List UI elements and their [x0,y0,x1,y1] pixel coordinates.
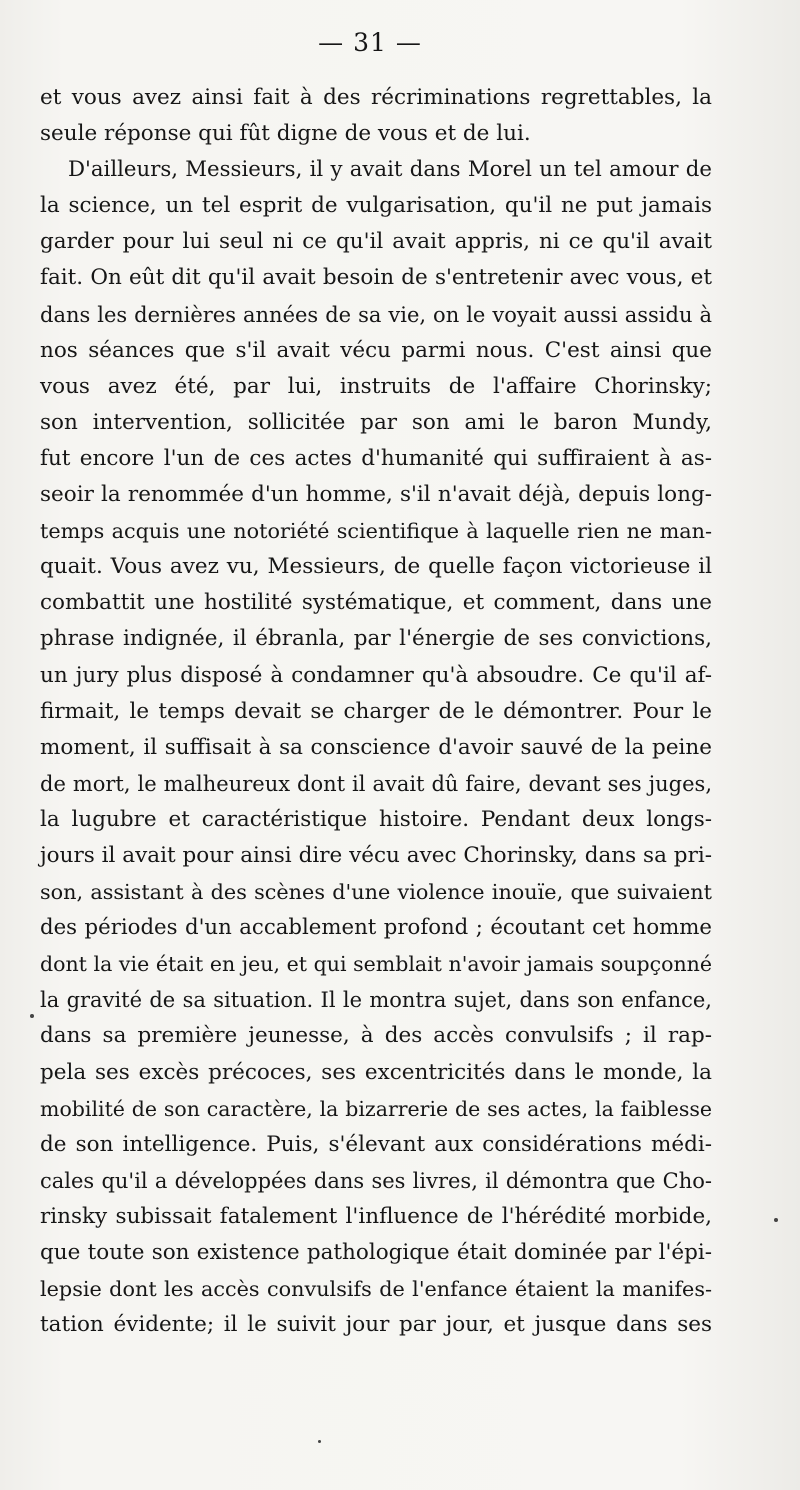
text-line: et vous avez ainsi fait à des récriminations regrettables, la [40,85,712,110]
text-line: son, assistant à des scènes d'une violence inouïe, que suivaient [40,880,712,905]
text-line: D'ailleurs, Messieurs, il y avait dans Morel un tel amour de [68,157,712,183]
text-line: firmait, le temps devait se charger de le démontrer. Pour le [40,698,712,724]
text-line: temps acquis une notoriété scientifique à laquelle rien ne man- [40,519,712,544]
text-line: que toute son existence pathologique était dominée par l'épi- [40,1240,712,1265]
text-line: lepsie dont les accès convulsifs de l'enfance étaient la manifes- [40,1277,712,1302]
text-line: de mort, le malheureux dont il avait dû faire, devant ses juges, [40,771,712,796]
ink-speck [774,1218,778,1222]
text-line: un jury plus disposé à condamner qu'à absoudre. Ce qu'il af- [40,662,712,688]
text-line: seule réponse qui fût digne de vous et de lui. [40,121,531,147]
text-line: moment, il suffisait à sa conscience d'avoir sauvé de la peine [40,734,712,760]
text-line: pela ses excès précoces, ses excentricités dans le monde, la [40,1059,712,1085]
text-line: la science, un tel esprit de vulgarisation, qu'il ne put jamais [40,193,712,219]
text-line: la lugubre et caractéristique histoire. Pendant deux longs- [40,806,712,832]
text-line: cales qu'il a développées dans ses livres, il démontra que Cho- [40,1168,712,1193]
text-line: phrase indignée, il ébranla, par l'énergie de ses convictions, [40,626,712,652]
text-line: nos séances que s'il avait vécu parmi nous. C'est ainsi que [40,337,712,363]
ink-speck [318,1440,321,1443]
text-line: de son intelligence. Puis, s'élevant aux considérations médi- [40,1131,712,1157]
ink-speck [30,1014,34,1018]
text-line: vous avez été, par lui, instruits de l'affaire Chorinsky; [40,373,712,399]
text-line: dans sa première jeunesse, à des accès convulsifs ; il rap- [40,1023,712,1049]
text-line: seoir la renommée d'un homme, s'il n'avait déjà, depuis long- [40,482,712,508]
text-line: la gravité de sa situation. Il le montra sujet, dans son enfance, [40,988,712,1013]
text-line: combattit une hostilité systématique, et comment, dans une [40,590,712,616]
text-line: tation évidente; il le suivit jour par jour, et jusque dans ses [40,1312,712,1338]
text-line: son intervention, sollicitée par son ami le baron Mundy, [40,409,712,435]
text-line: fut encore l'un de ces actes d'humanité qui suffiraient à as- [40,445,712,471]
text-line: mobilité de son caractère, la bizarrerie de ses actes, la faiblesse [40,1096,712,1121]
body-text [40,80,712,1343]
text-line: dans les dernières années de sa vie, on le voyait aussi assidu à [40,302,712,327]
text-line: garder pour lui seul ni ce qu'il avait appris, ni ce qu'il avait [40,229,712,255]
text-line: jours il avait pour ainsi dire vécu avec Chorinsky, dans sa pri- [40,842,712,868]
text-line: dont la vie était en jeu, et qui semblait n'avoir jamais soupçonné [40,952,712,977]
page-number: — 31 — [318,28,422,57]
text-line: des périodes d'un accablement profond ; écoutant cet homme [40,915,712,941]
text-line: rinsky subissait fatalement l'influence de l'hérédité morbide, [40,1203,712,1229]
text-line: fait. On eût dit qu'il avait besoin de s'entretenir avec vous, et [40,265,712,291]
text-line: quait. Vous avez vu, Messieurs, de quelle façon victorieuse il [40,554,712,580]
